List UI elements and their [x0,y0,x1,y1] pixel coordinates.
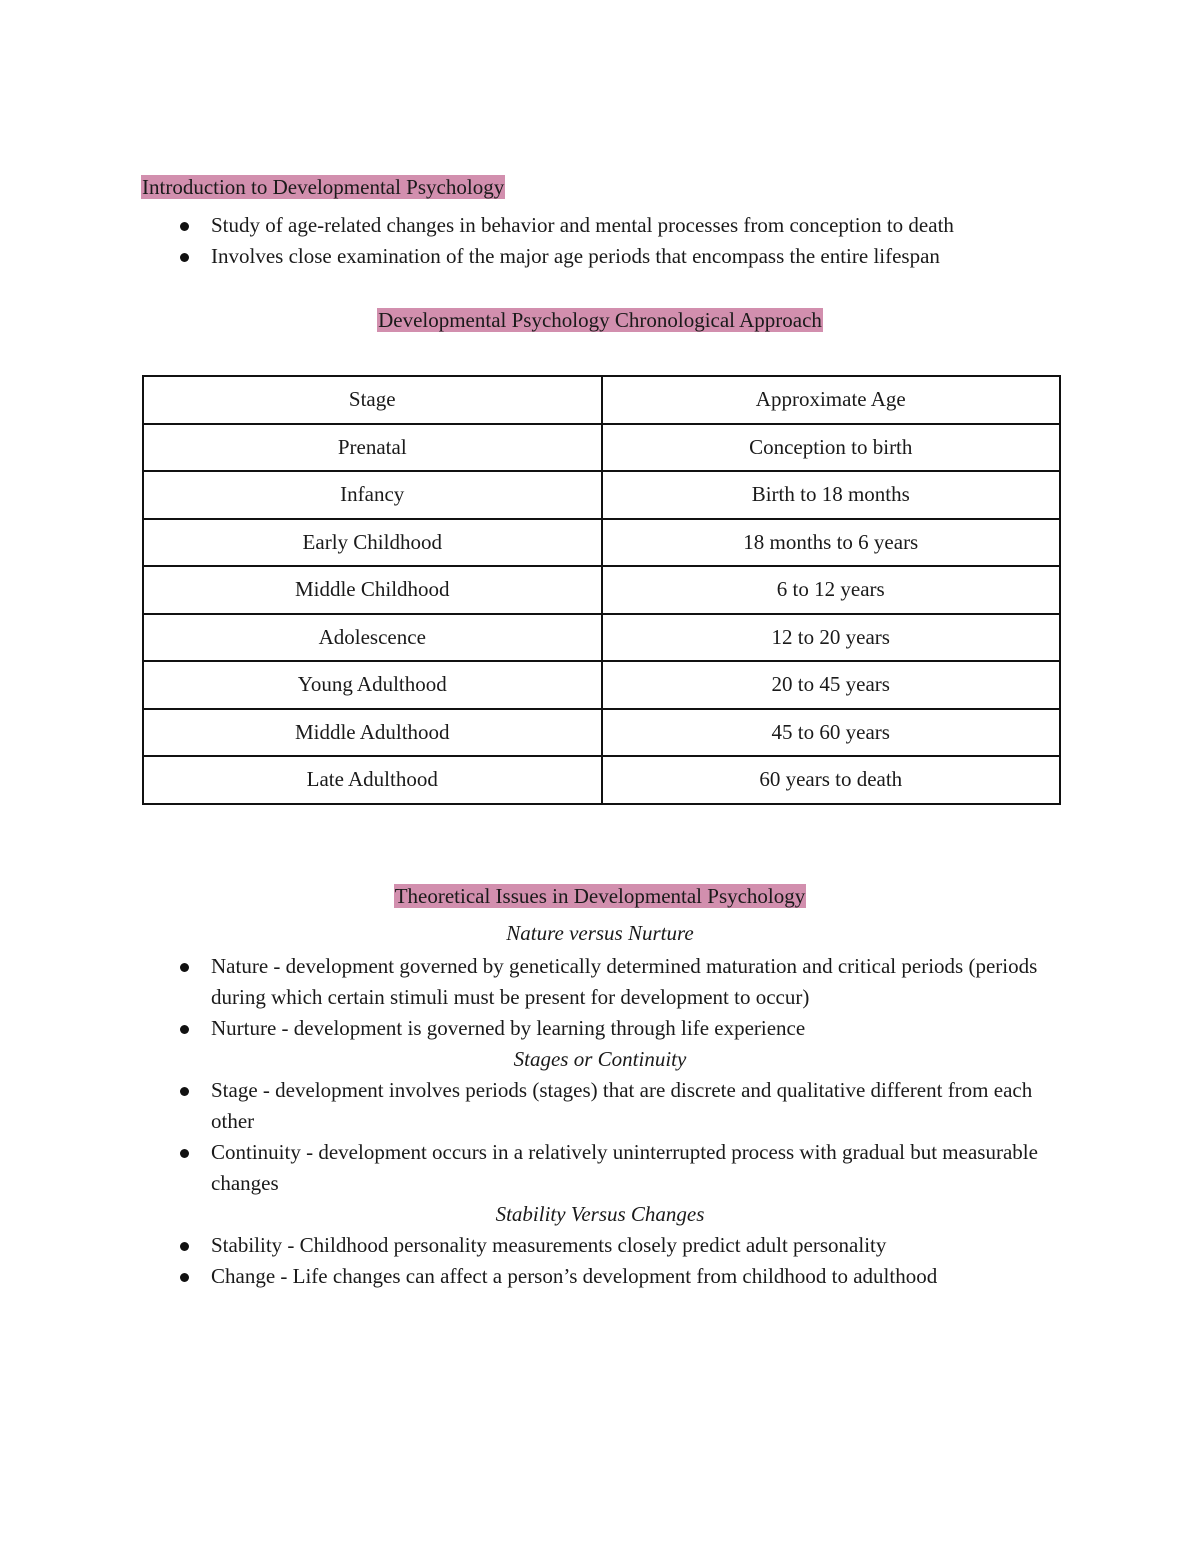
table-row [143,424,1060,472]
table-cell: 18 months to 6 years [602,519,1061,567]
table-row [143,756,1060,804]
table-cell: 20 to 45 years [602,661,1061,709]
table-row [143,471,1060,519]
theoretical-title-text: Theoretical Issues in Developmental Psychology [394,884,806,908]
table-row [143,519,1060,567]
table-cell: Late Adulthood [143,756,602,804]
theoretical-title [0,881,1200,911]
bullet-dot-icon [180,253,189,262]
bullet-dot-icon [180,1025,189,1034]
table-cell: Birth to 18 months [602,471,1061,519]
stability-bullet-list [0,1230,1071,1292]
stages-continuity-heading: Stages or Continuity [513,1047,687,1071]
list-item: Stage - development involves periods (stages) that are discrete and qualitative different from each other [0,1075,1071,1137]
bullet-dot-icon [180,1273,189,1282]
table-cell: Middle Childhood [143,566,602,614]
list-item: Study of age-related changes in behavior and mental processes from conception to death [0,210,1071,241]
bullet-dot-icon [180,1149,189,1158]
table-cell: Early Childhood [143,519,602,567]
table-cell: 60 years to death [602,756,1061,804]
list-item: Nature - development governed by genetically determined maturation and critical periods (periods during which certain stimuli must be present for development to occur) [0,951,1071,1013]
nature-bullet-list [0,951,1071,1044]
table-cell: Middle Adulthood [143,709,602,757]
bullet-dot-icon [180,1242,189,1251]
table-cell: 6 to 12 years [602,566,1061,614]
table-cell: 12 to 20 years [602,614,1061,662]
list-item: Continuity - development occurs in a relatively uninterrupted process with gradual but measurable changes [0,1137,1071,1199]
table-cell: Young Adulthood [143,661,602,709]
stage-age-table [142,375,1061,805]
intro-bullet-list [0,210,1071,272]
chronological-title [0,305,1200,335]
bullet-dot-icon [180,222,189,231]
chronological-title-text: Developmental Psychology Chronological Approach [378,308,822,332]
intro-title-text: Introduction to Developmental Psychology [142,175,505,199]
table-header-cell: Approximate Age [602,376,1061,424]
table-cell: Prenatal [143,424,602,472]
stability-changes-heading: Stability Versus Changes [495,1202,705,1226]
intro-title [141,172,505,202]
stages-bullet-list [0,1075,1071,1199]
table-row [143,709,1060,757]
list-item: Involves close examination of the major age periods that encompass the entire lifespan [0,241,1071,272]
table-cell: Infancy [143,471,602,519]
table-row [143,661,1060,709]
table-cell: 45 to 60 years [602,709,1061,757]
bullet-dot-icon [180,963,189,972]
table-row [143,566,1060,614]
table-header-row [143,376,1060,424]
table-header-cell: Stage [143,376,602,424]
nature-nurture-heading: Nature versus Nurture [506,921,694,945]
table-cell: Adolescence [143,614,602,662]
table-cell: Conception to birth [602,424,1061,472]
list-item: Stability - Childhood personality measurements closely predict adult personality [0,1230,1071,1261]
table-row [143,614,1060,662]
list-item: Change - Life changes can affect a person’s development from childhood to adulthood [0,1261,1071,1292]
bullet-dot-icon [180,1087,189,1096]
list-item: Nurture - development is governed by learning through life experience [0,1013,1071,1044]
